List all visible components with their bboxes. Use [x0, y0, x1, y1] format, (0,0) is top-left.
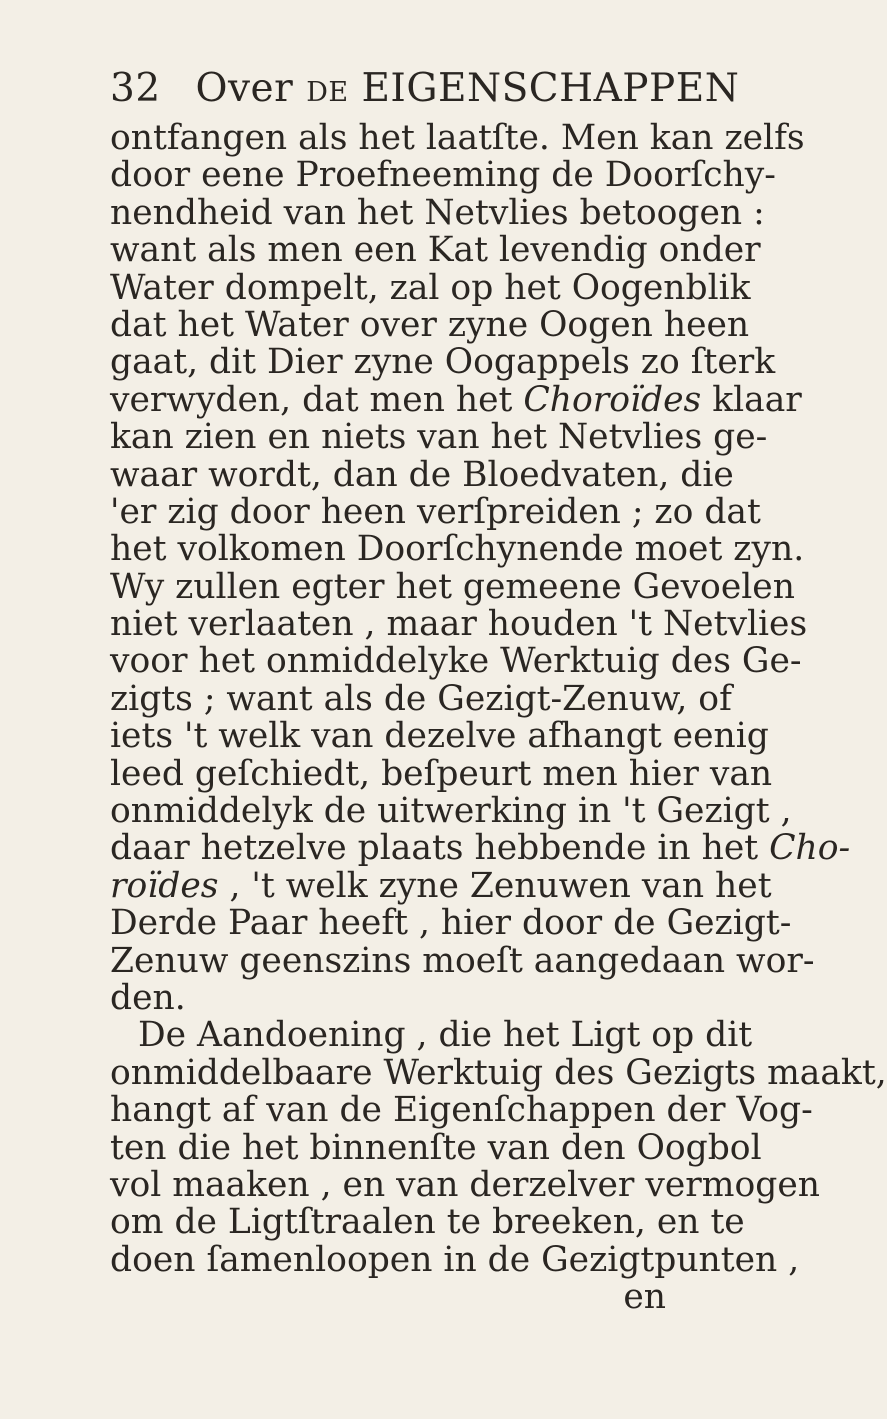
text-line: niet verlaaten , maar houden 't Netvlies	[110, 604, 808, 645]
running-header	[110, 66, 740, 116]
italic-term: Cho-	[769, 828, 851, 869]
italic-term: roïdes	[110, 865, 219, 906]
text-line: kan zien en niets van het Netvlies ge-	[110, 417, 768, 458]
text-line: het volkomen Doorſchynende moet zyn.	[110, 529, 805, 570]
paragraph-start-line: De Aandoening , die het Ligt op dit	[138, 1015, 753, 1056]
text-line: om de Ligtſtraalen te breeken, en te	[110, 1202, 745, 1243]
text-line: door eene Proefneeming de Doorſchy-	[110, 155, 776, 196]
text-line: gaat, dit Dier zyne Oogappels zo ſterk	[110, 342, 776, 383]
text-fragment: verwyden, dat men het	[110, 379, 524, 420]
text-line: nendheid van het Netvlies betoogen :	[110, 192, 765, 233]
text-line-mixed	[110, 865, 772, 906]
header-title: EIGENSCHAPPEN	[361, 66, 740, 111]
text-line-mixed	[110, 828, 851, 869]
text-line: doen ſamenloopen in de Gezigtpunten ,	[110, 1239, 800, 1280]
page-number: 32	[110, 66, 161, 111]
text-line: leed geſchiedt, beſpeurt men hier van	[110, 753, 773, 794]
text-fragment: klaar	[701, 379, 802, 420]
catchword: en	[623, 1277, 666, 1318]
text-fragment: daar hetzelve plaats hebbende in het	[110, 828, 770, 869]
text-line: iets 't welk van dezelve afhangt eenig	[110, 716, 769, 757]
text-line: Water dompelt, zal op het Oogenblik	[110, 267, 751, 308]
header-word-over: Over	[195, 66, 294, 111]
text-line: zigts ; want als de Gezigt-Zenuw, of	[110, 678, 732, 719]
text-line: onmiddelbaare Werktuig des Gezigts maakt,	[110, 1052, 887, 1093]
header-word-de: de	[306, 66, 349, 111]
text-fragment: , 't welk zyne Zenuwen van het	[218, 865, 772, 906]
text-line: Derde Paar heeft , hier door de Gezigt-	[110, 903, 792, 944]
text-line: dat het Water over zyne Oogen heen	[110, 304, 750, 345]
text-line-mixed	[110, 379, 802, 420]
text-line: 'er zig door heen verſpreiden ; zo dat	[110, 491, 761, 532]
text-line: ten die het binnenſte van den Oogbol	[110, 1127, 762, 1168]
text-line: waar wordt, dan de Bloedvaten, die	[110, 454, 734, 495]
italic-term: Choroïdes	[523, 379, 702, 420]
text-line: Wy zullen egter het gemeene Gevoelen	[110, 566, 795, 607]
text-line: vol maaken , en van derzelver vermogen	[110, 1164, 820, 1205]
text-line: den.	[110, 977, 186, 1018]
text-line: onmiddelyk de uitwerking in 't Gezigt ,	[110, 791, 792, 832]
text-line: hangt af van de Eigenſchappen der Vog-	[110, 1090, 813, 1131]
text-line: want als men een Kat levendig onder	[110, 230, 761, 271]
text-line: voor het onmiddelyke Werktuig des Ge-	[110, 641, 802, 682]
body-text	[110, 118, 887, 1318]
text-line: Zenuw geenszins moeſt aangedaan wor-	[110, 940, 815, 981]
text-line: ontfangen als het laatſte. Men kan zelfs	[110, 118, 805, 158]
